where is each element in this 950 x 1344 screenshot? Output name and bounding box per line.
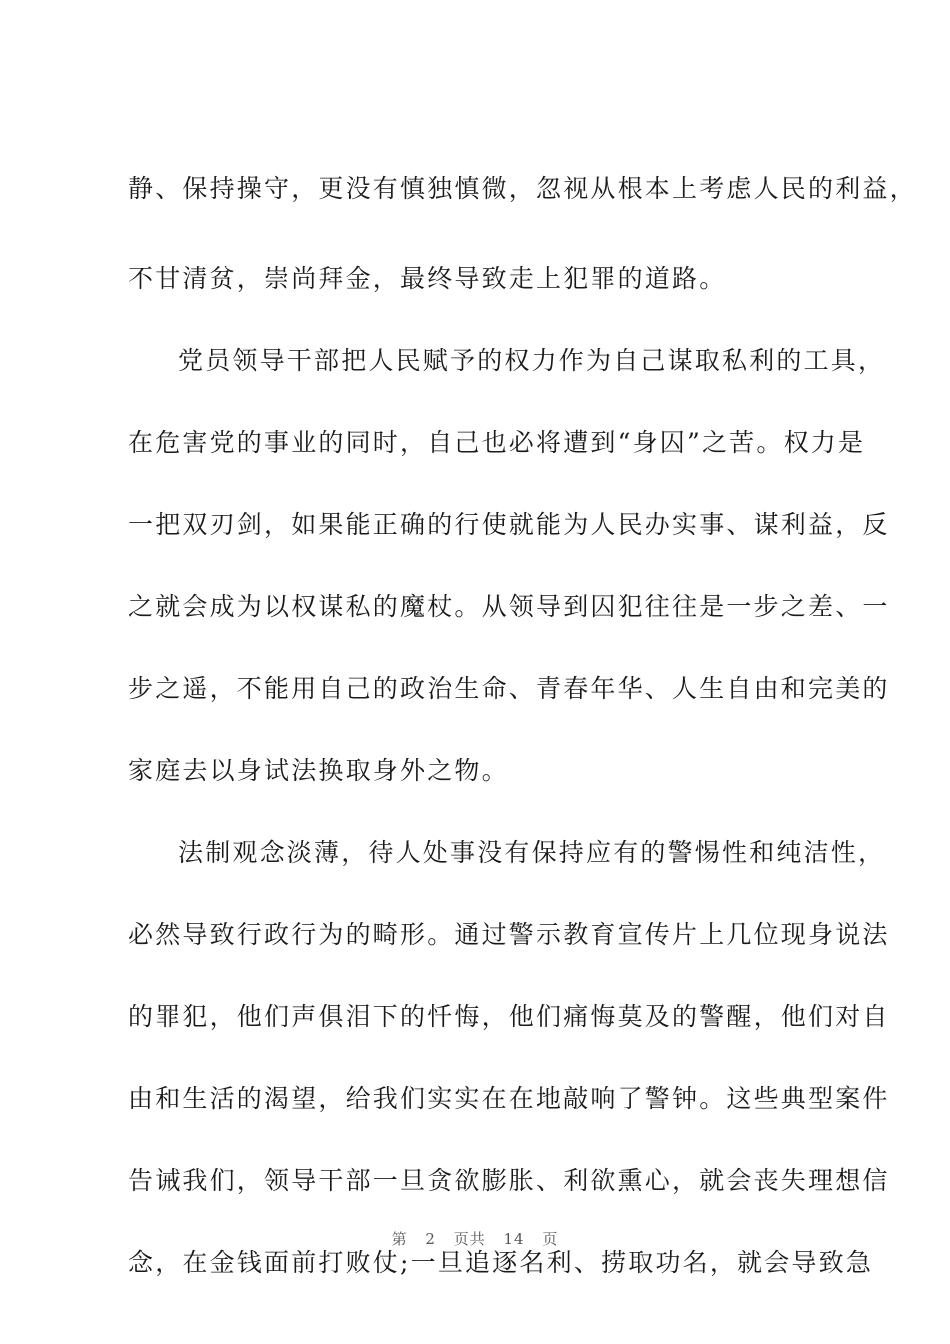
text-line: 必然导致行政行为的畸形。通过警示教育宣传片上几位现身说法 <box>128 920 890 949</box>
text-line: 一把双刃剑，如果能正确的行使就能为人民办实事、谋利益，反 <box>128 510 890 539</box>
body-text <box>128 148 917 1304</box>
text-line: 静、保持操守，更没有慎独慎微，忽视从根本上考虑人民的利益， <box>128 174 917 203</box>
current-page-number: 2 <box>425 1230 436 1248</box>
footer-prefix: 第 <box>391 1230 408 1248</box>
paragraph-start-line: 党员领导干部把人民赋予的权力作为自己谋取私利的工具， <box>178 346 886 375</box>
text-line: 家庭去以身试法换取身外之物。 <box>128 756 509 785</box>
paragraph-start-line: 法制观念淡薄，待人处事没有保持应有的警惕性和纯洁性， <box>178 838 886 867</box>
text-line: 念，在金钱面前打败仗;一旦追逐名利、捞取功名，就会导致急 <box>128 1248 874 1277</box>
text-line: 告诫我们，领导干部一旦贪欲膨胀、利欲熏心，就会丧失理想信 <box>128 1166 890 1195</box>
page-footer <box>0 1228 950 1249</box>
footer-middle: 页共 <box>453 1230 486 1248</box>
text-line: 不甘清贫，崇尚拜金，最终导致走上犯罪的道路。 <box>128 264 727 293</box>
text-line: 的罪犯，他们声俱泪下的忏悔，他们痛悔莫及的警醒，他们对自 <box>128 1002 890 1031</box>
text-line: 之就会成为以权谋私的魔杖。从领导到囚犯往往是一步之差、一 <box>128 592 890 621</box>
text-line: 由和生活的渴望，给我们实实在在地敲响了警钟。这些典型案件 <box>128 1084 890 1113</box>
text-line: 在危害党的事业的同时，自己也必将遭到“身囚”之苦。权力是 <box>128 428 866 457</box>
footer-suffix: 页 <box>542 1230 559 1248</box>
total-pages-number: 14 <box>503 1230 525 1248</box>
text-line: 步之遥，不能用自己的政治生命、青春年华、人生自由和完美的 <box>128 674 890 703</box>
